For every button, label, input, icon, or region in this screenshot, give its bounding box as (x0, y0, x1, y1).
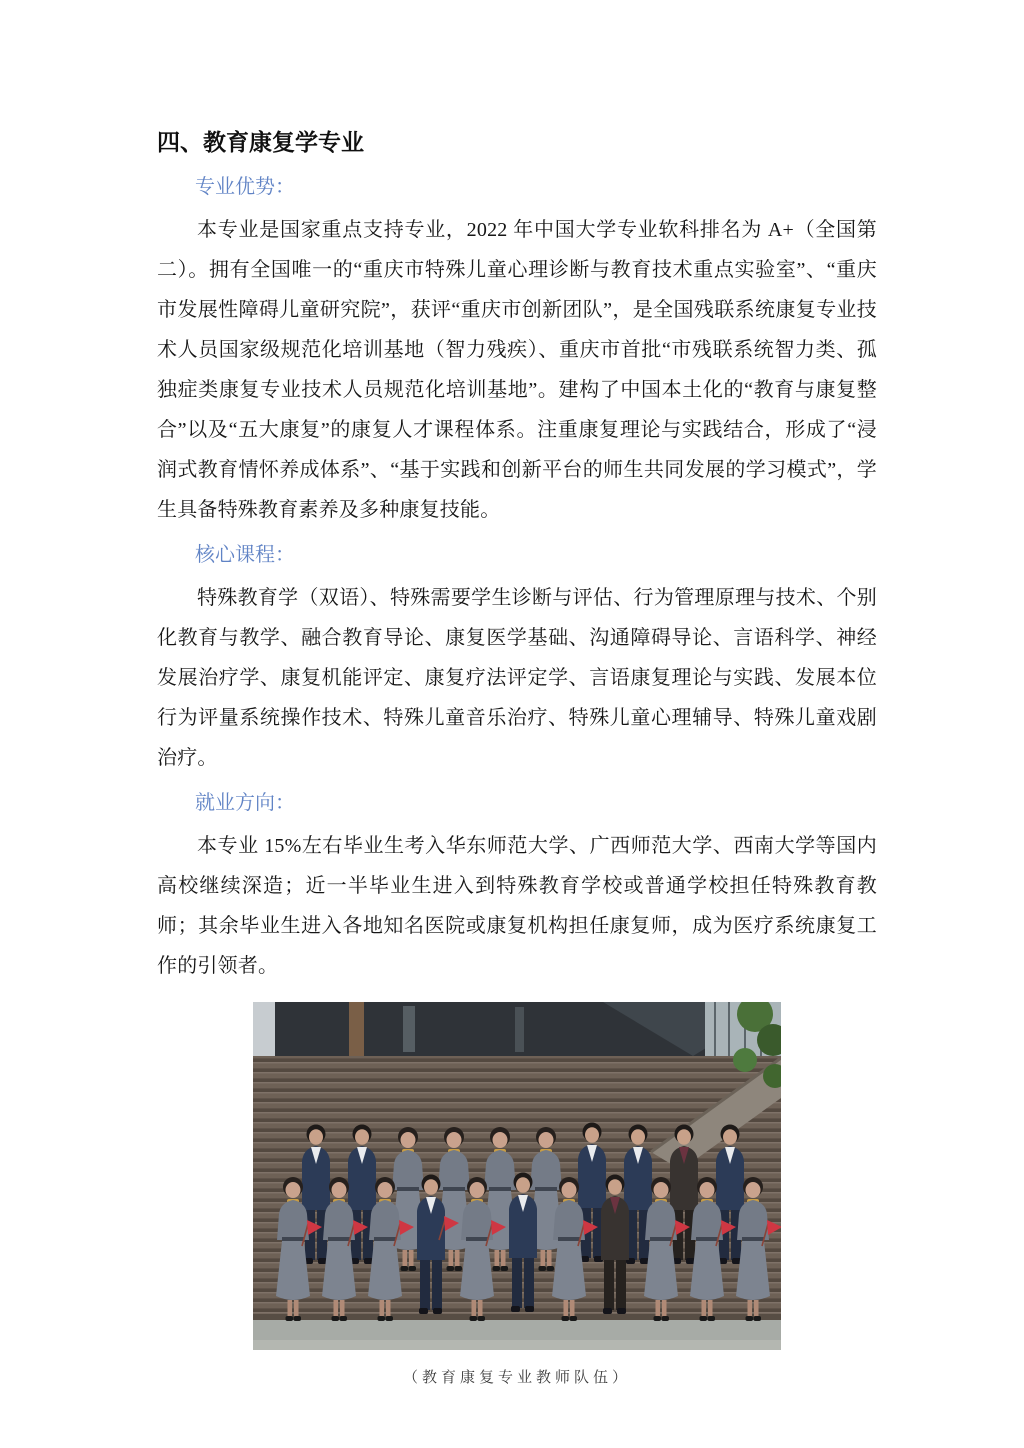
teachers-group-photo (253, 1002, 781, 1350)
heading-core-courses: 核心课程： (195, 544, 295, 566)
group-photo-illustration (253, 1002, 781, 1350)
body-major-advantages: 本专业是国家重点支持专业，2022 年中国大学专业软科排名为 A+（全国第二）。拥有全国唯一的“重庆市特殊儿童心理诊断与教育技术重点实验室”、“重庆市发展性障碍儿童研究院”，获评“重庆市创新团队”，是全国残联系统康复专业技术人员国家级规范化培训基地（智力残疾）、重庆市首批“市残联系统智力类、孤独症类康复专业技术人员规范化培训基地”。建构了中国本土化的“教育与康复整合”以及“五大康复”的康复人才课程体系。注重康复理论与实践结合，形成了“浸润式教育情怀养成体系”、“基于实践和创新平台的师生共同发展的学习模式”，学生具备特殊教育素养及多种康复技能。 (157, 219, 877, 521)
section-advantages (157, 174, 877, 530)
heading-employment-direction: 就业方向： (195, 792, 295, 814)
page-title: 四、教育康复学专业 (157, 130, 364, 155)
section-employment (157, 790, 877, 986)
teachers-photo-figure (157, 1002, 877, 1387)
body-core-courses: 特殊教育学（双语）、特殊需要学生诊断与评估、行为管理原理与技术、个别化教育与教学、融合教育导论、康复医学基础、沟通障碍导论、言语科学、神经发展治疗学、康复机能评定、康复疗法评定学、言语康复理论与实践、发展本位行为评量系统操作技术、特殊儿童音乐治疗、特殊儿童心理辅导、特殊儿童戏剧治疗。 (157, 587, 877, 769)
photo-caption: （教育康复专业教师队伍） (402, 1370, 631, 1386)
heading-major-advantages: 专业优势： (195, 176, 295, 198)
section-core-courses (157, 542, 877, 778)
body-employment-direction: 本专业 15%左右毕业生考入华东师范大学、广西师范大学、西南大学等国内高校继续深造；近一半毕业生进入到特殊教育学校或普通学校担任特殊教育教师；其余毕业生进入各地知名医院或康复机构担任康复师，成为医疗系统康复工作的引领者。 (157, 835, 877, 977)
